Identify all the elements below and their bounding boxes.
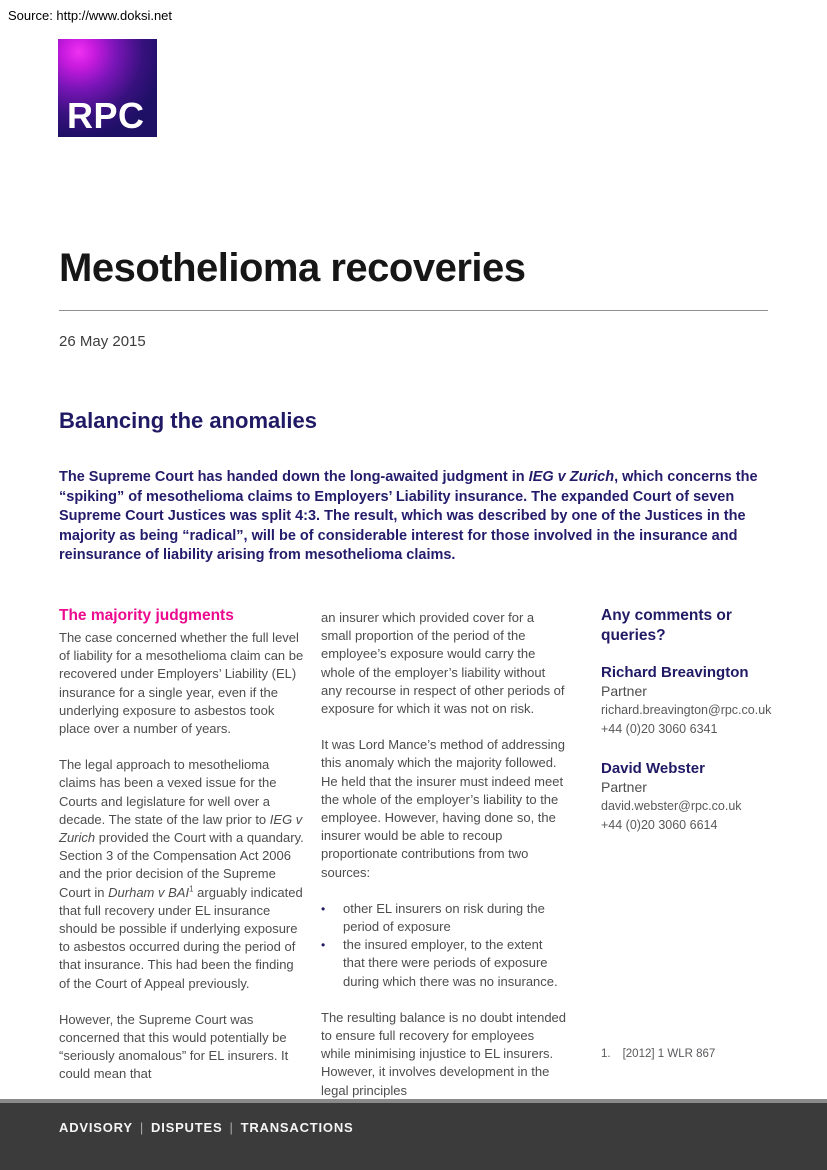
body-paragraph: However, the Supreme Court was concerned that this would potentially be “seriously anomalous” for EL insurers. It could mean that — [59, 1011, 289, 1082]
footer-item-transactions: TRANSACTIONS — [240, 1120, 354, 1135]
bullet-item — [321, 900, 567, 936]
contact-email: david.webster@rpc.co.uk — [601, 799, 742, 813]
contact-card — [601, 663, 772, 738]
bullet-item — [321, 936, 567, 991]
body-paragraph: an insurer which provided cover for a small proportion of the period of the employee’s exposure would carry the whole of the employer’s liability without any recourse in respect of other periods of exposure for which it was not on risk. — [321, 610, 565, 717]
footer-item-advisory: ADVISORY — [59, 1120, 133, 1135]
body-paragraph: The case concerned whether the full level of liability for a mesothelioma claim can be recovered under Employers’ Liability (EL) insurance for a single year, even if the underlying exposure to asbestos took place over a number of years. — [59, 630, 304, 737]
contact-phone: +44 (0)20 3060 6341 — [601, 721, 718, 736]
bullet-icon: • — [321, 901, 326, 916]
article-columns — [59, 606, 772, 1100]
source-url-label: Source: http://www.doksi.net — [8, 8, 173, 23]
bullet-text: the insured employer, to the extent that there were periods of exposure during which there was no insurance. — [343, 937, 558, 989]
title-divider — [59, 310, 768, 311]
body-paragraph: The legal approach to mesothelioma claims has been a vexed issue for the Courts and legislature for well over a decade. The state of the law prior to IEG v Zurich provided the Court with a quandary. Section 3 of the Compensation Act 2006 and the prior decision of the Supreme Court in Durham v BAI$^1$ arguably indicated that full recovery under EL insurance should be possible if underlying exposure to asbestos occurred during the period of that insurance. This had been the finding of the Court of Appeal previously. — [59, 757, 304, 991]
body-paragraph: It was Lord Mance’s method of addressing this anomaly which the majority followed. He held that the insurer must indeed meet the whole of the employer’s liability to the employee. However, having done so, the insurer would be able to recoup proportionate contributions from two sources: — [321, 737, 566, 880]
contact-card — [601, 759, 768, 834]
footnote — [601, 1048, 715, 1060]
sidebar-heading: Any comments or queries? — [601, 607, 732, 644]
footer-bar — [0, 1099, 827, 1170]
rpc-logo-text: RPC — [67, 95, 145, 136]
publication-date: 26 May 2015 — [59, 333, 146, 350]
body-paragraph: The resulting balance is no doubt intended to ensure full recovery for employees while minimising injustice to EL insurers. However, it involves development in the legal principles — [321, 1009, 567, 1098]
footer-separator: | — [139, 1120, 145, 1135]
column-heading-majority-judgments: The majority judgments — [59, 607, 234, 624]
footer-separator: | — [229, 1120, 234, 1135]
footnote-text: [2012] 1 WLR 867 — [622, 1048, 716, 1060]
contact-phone: +44 (0)20 3060 6614 — [601, 817, 718, 832]
sidebar-contacts — [601, 606, 772, 855]
contact-name: David Webster — [601, 760, 705, 777]
footer-services-line — [59, 1120, 827, 1135]
bullet-icon: • — [321, 938, 326, 953]
rpc-logo — [58, 39, 157, 137]
contact-role: Partner — [601, 779, 647, 795]
contact-name: Richard Breavington — [601, 664, 749, 681]
footer-item-disputes: DISPUTES — [151, 1120, 223, 1135]
footnote-number: 1. — [601, 1048, 611, 1060]
contact-role: Partner — [601, 683, 647, 699]
column-middle — [321, 606, 567, 1100]
contact-email: richard.breavington@rpc.co.uk — [601, 703, 772, 717]
bullet-text: other EL insurers on risk during the period of exposure — [343, 900, 545, 935]
document-title: Mesothelioma recoveries — [59, 246, 526, 290]
column-majority-judgments — [59, 606, 305, 1084]
section-heading: Balancing the anomalies — [59, 408, 317, 433]
bullet-list — [321, 900, 567, 991]
intro-paragraph: The Supreme Court has handed down the long-awaited judgment in IEG v Zurich, which concerns the “spiking” of mesothelioma claims to Employers’ Liability insurance. The expanded Court of seven Supreme Court Justices was split 4:3. The result, which was described by one of the Justices in the majority as being “radical”, will be of considerable interest for those involved in the insurance and reinsurance of liability arising from mesothelioma claims. — [59, 469, 758, 564]
